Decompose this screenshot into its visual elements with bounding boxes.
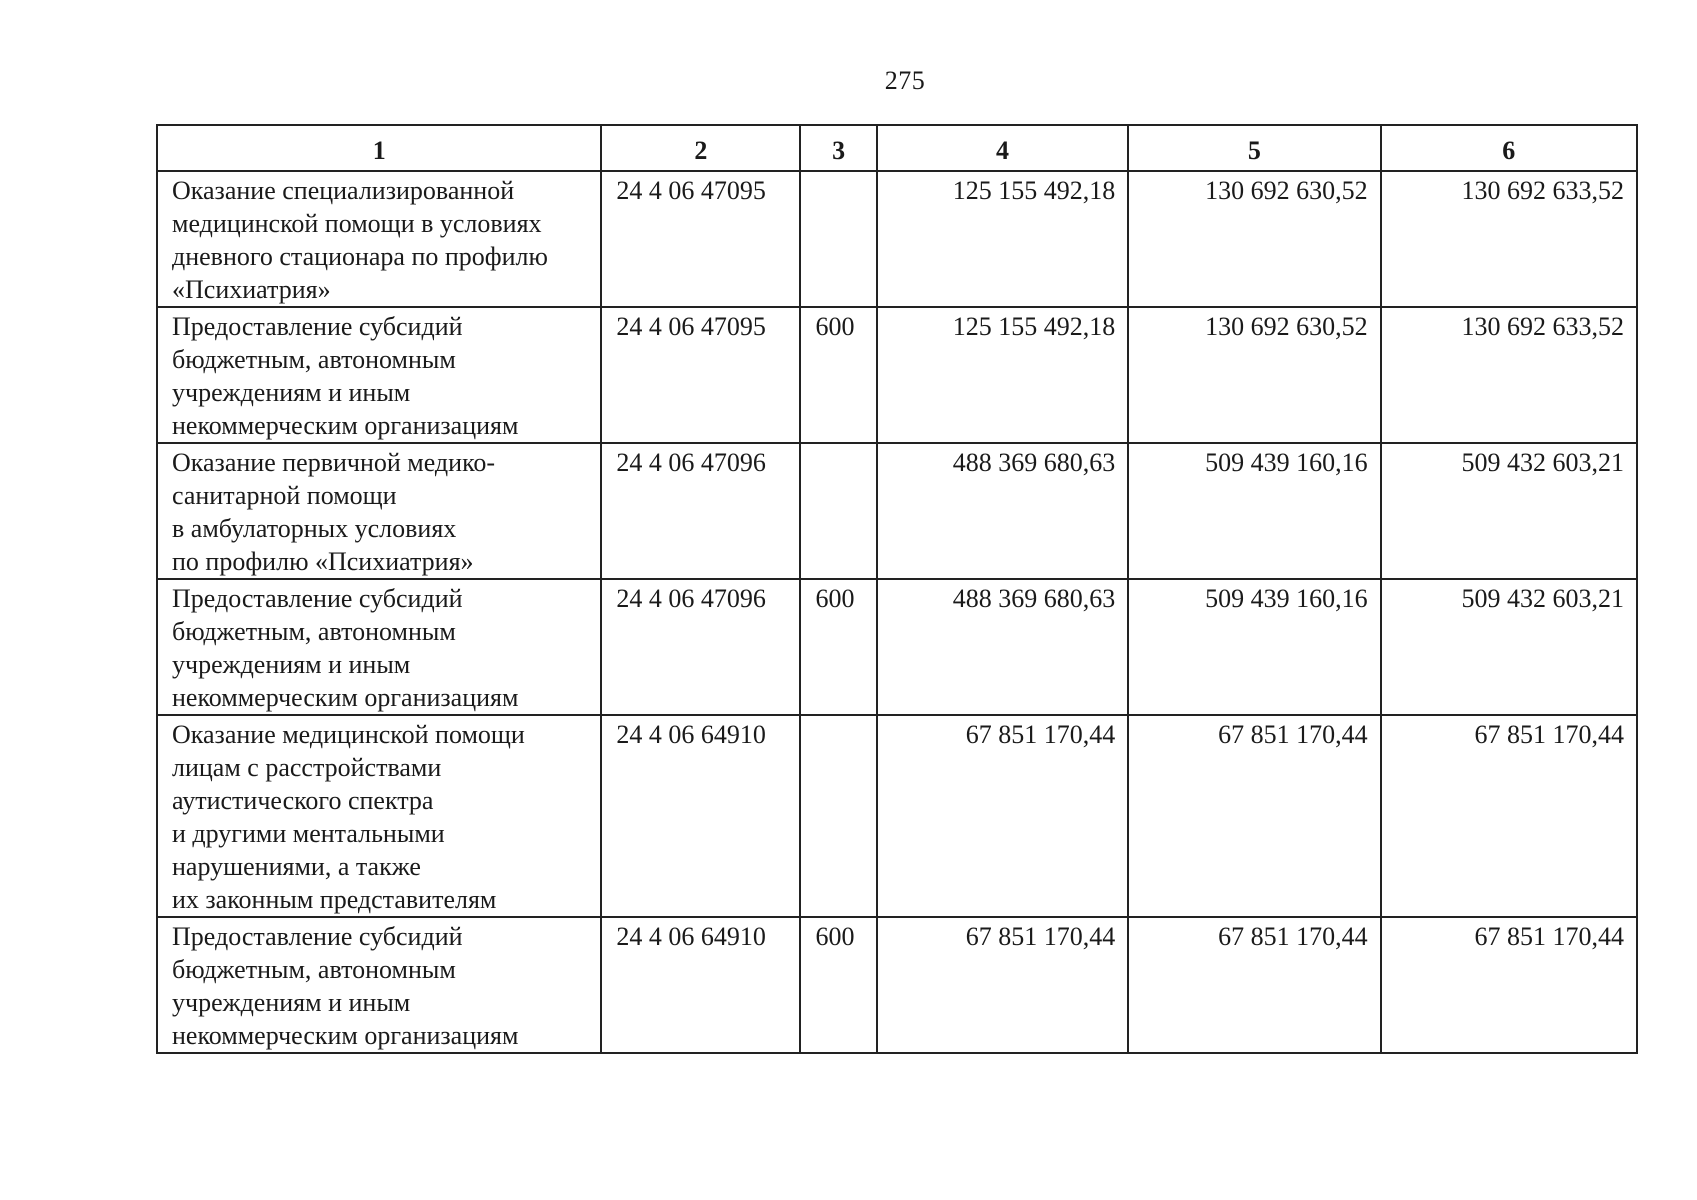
row-name-line: «Психиатрия»	[172, 275, 331, 304]
row-amount-2-cell: 130 692 630,52	[1128, 171, 1380, 307]
row-name-line: Оказание первичной медико-	[172, 448, 496, 477]
row-code-cell: 24 4 06 64910	[601, 715, 800, 917]
column-header-3: 3	[800, 125, 876, 171]
row-code-cell: 24 4 06 47095	[601, 307, 800, 443]
row-name-line: в амбулаторных условиях	[172, 514, 457, 543]
row-expense-type-cell: 600	[800, 917, 876, 1053]
row-expense-type-cell	[800, 443, 876, 579]
row-name-line: Оказание специализированной	[172, 176, 515, 205]
header-row	[157, 125, 1637, 171]
row-amount-3-cell: 509 432 603,21	[1381, 443, 1637, 579]
table-row	[157, 443, 1637, 579]
row-name-cell	[157, 443, 601, 579]
row-name-line: учреждениям и иным	[172, 378, 411, 407]
row-amount-3-cell: 67 851 170,44	[1381, 715, 1637, 917]
row-name-line: аутистического спектра	[172, 786, 434, 815]
row-name-line: бюджетным, автономным	[172, 345, 456, 374]
row-name-line: учреждениям и иным	[172, 988, 411, 1017]
row-amount-3-cell: 130 692 633,52	[1381, 307, 1637, 443]
row-amount-1-cell: 67 851 170,44	[877, 917, 1128, 1053]
row-amount-1-cell: 488 369 680,63	[877, 443, 1128, 579]
row-amount-2-cell: 509 439 160,16	[1128, 579, 1380, 715]
table-row	[157, 307, 1637, 443]
row-amount-2-cell: 67 851 170,44	[1128, 715, 1380, 917]
row-name-line: бюджетным, автономным	[172, 617, 456, 646]
row-name-line: учреждениям и иным	[172, 650, 411, 679]
row-name-line: Предоставление субсидий	[172, 312, 463, 341]
column-header-2: 2	[601, 125, 800, 171]
row-name-line: медицинской помощи в условиях	[172, 209, 542, 238]
row-name-line: некоммерческим организациям	[172, 411, 519, 440]
row-expense-type-cell	[800, 715, 876, 917]
row-name-cell	[157, 715, 601, 917]
row-name-line: их законным представителям	[172, 885, 497, 914]
table-row	[157, 579, 1637, 715]
row-amount-2-cell: 130 692 630,52	[1128, 307, 1380, 443]
row-amount-2-cell: 67 851 170,44	[1128, 917, 1380, 1053]
row-name-line: лицам с расстройствами	[172, 753, 442, 782]
row-name-cell	[157, 307, 601, 443]
row-name-line: Предоставление субсидий	[172, 584, 463, 613]
row-expense-type-cell: 600	[800, 579, 876, 715]
column-header-5: 5	[1128, 125, 1380, 171]
page-number: 275	[884, 66, 926, 95]
row-name-line: нарушениями, а также	[172, 852, 421, 881]
column-header-1: 1	[157, 125, 601, 171]
row-code-cell: 24 4 06 47096	[601, 579, 800, 715]
row-name-line: санитарной помощи	[172, 481, 397, 510]
table-row	[157, 171, 1637, 307]
table-row	[157, 715, 1637, 917]
row-name-line: и другими ментальными	[172, 819, 445, 848]
row-name-line: бюджетным, автономным	[172, 955, 456, 984]
table-body	[157, 171, 1637, 1053]
table-header	[157, 125, 1637, 171]
row-name-line: дневного стационара по профилю	[172, 242, 548, 271]
row-amount-1-cell: 125 155 492,18	[877, 171, 1128, 307]
column-header-4: 4	[877, 125, 1128, 171]
row-amount-3-cell: 509 432 603,21	[1381, 579, 1637, 715]
row-code-cell: 24 4 06 47096	[601, 443, 800, 579]
row-name-line: по профилю «Психиатрия»	[172, 547, 474, 576]
row-name-line: Оказание медицинской помощи	[172, 720, 525, 749]
row-amount-3-cell: 130 692 633,52	[1381, 171, 1637, 307]
row-amount-1-cell: 488 369 680,63	[877, 579, 1128, 715]
row-name-line: Предоставление субсидий	[172, 922, 463, 951]
column-header-6: 6	[1381, 125, 1637, 171]
row-code-cell: 24 4 06 47095	[601, 171, 800, 307]
row-name-cell	[157, 579, 601, 715]
row-amount-3-cell: 67 851 170,44	[1381, 917, 1637, 1053]
row-amount-1-cell: 125 155 492,18	[877, 307, 1128, 443]
row-expense-type-cell	[800, 171, 876, 307]
row-amount-2-cell: 509 439 160,16	[1128, 443, 1380, 579]
row-expense-type-cell: 600	[800, 307, 876, 443]
table-row	[157, 917, 1637, 1053]
row-name-line: некоммерческим организациям	[172, 1021, 519, 1050]
row-amount-1-cell: 67 851 170,44	[877, 715, 1128, 917]
row-name-line: некоммерческим организациям	[172, 683, 519, 712]
row-code-cell: 24 4 06 64910	[601, 917, 800, 1053]
row-name-cell	[157, 171, 601, 307]
row-name-cell	[157, 917, 601, 1053]
budget-table	[156, 124, 1638, 1054]
